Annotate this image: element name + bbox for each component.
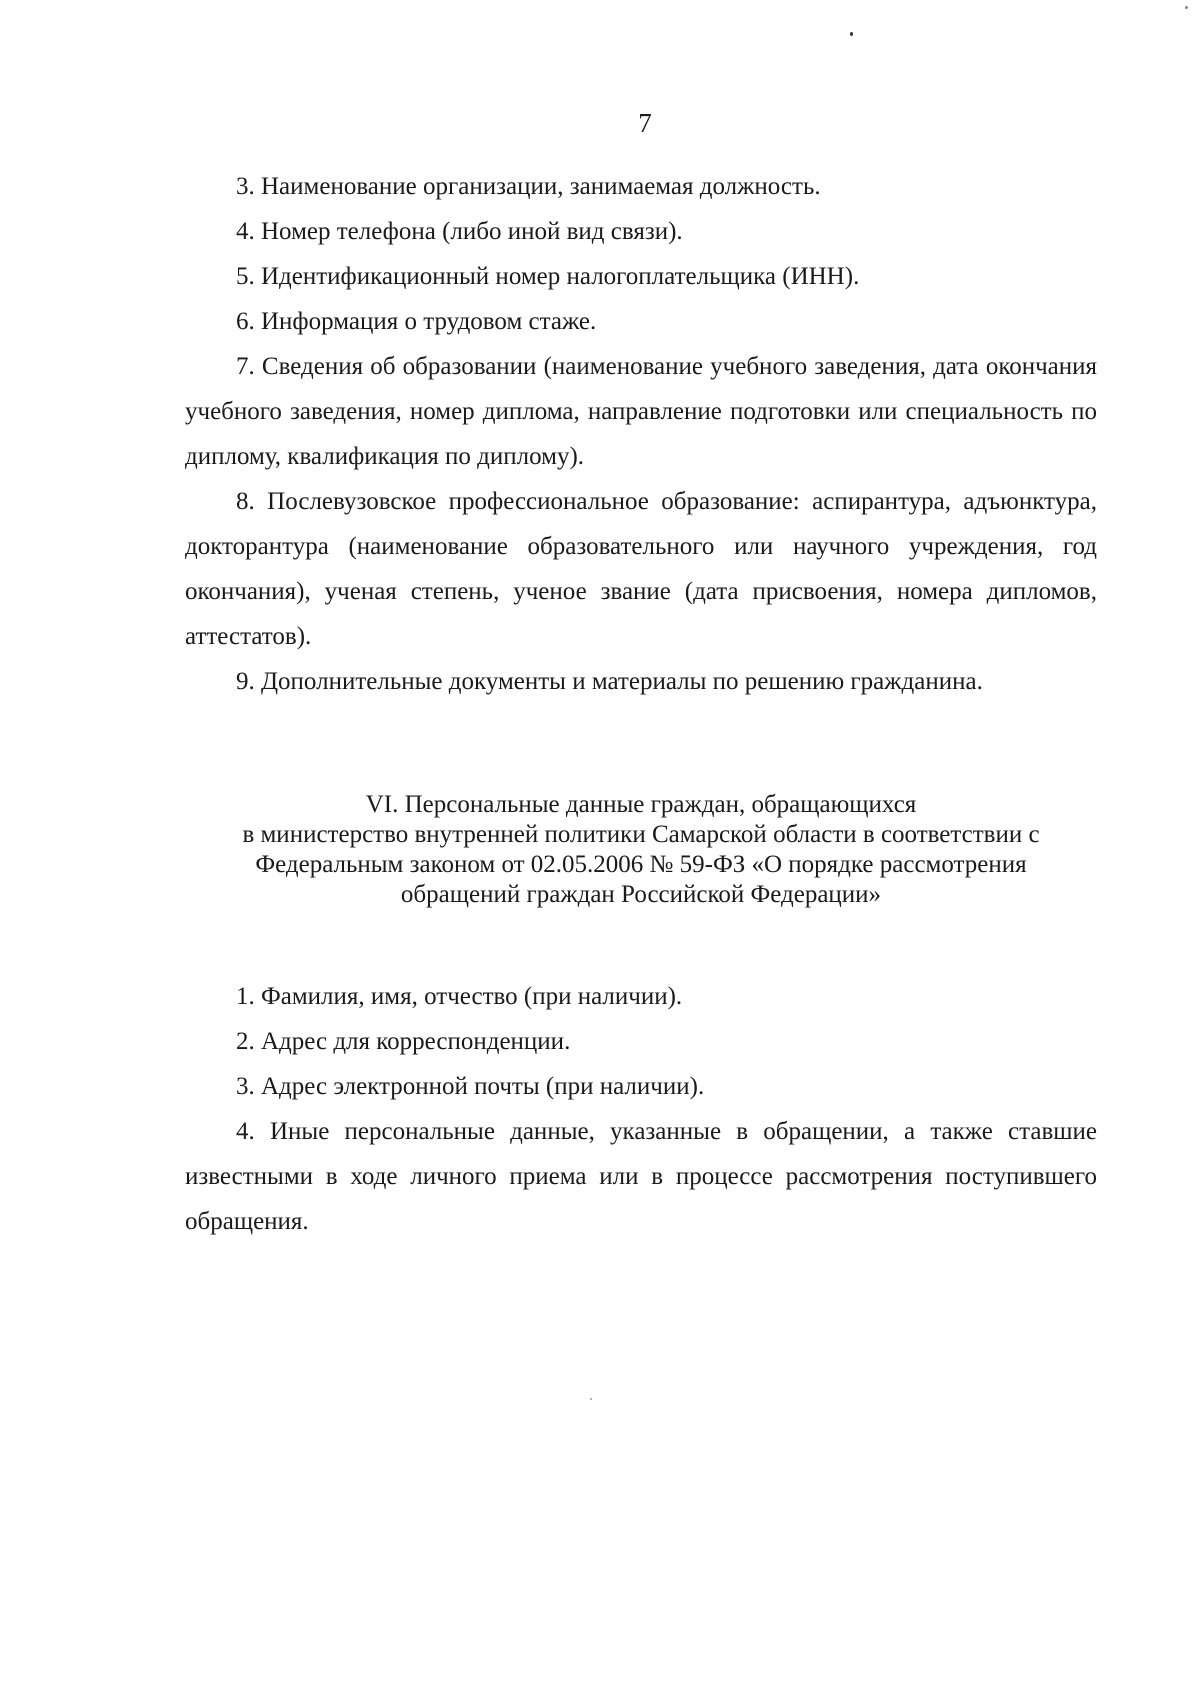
section-heading-line: VI. Персональные данные граждан, обращающихся <box>365 791 917 818</box>
list-item: 3. Наименование организации, занимаемая должность. <box>236 173 821 200</box>
section-heading-line: в министерство внутренней политики Самарской области в соответствии с <box>242 821 1040 848</box>
page-number: 7 <box>638 108 652 138</box>
list-item: 5. Идентификационный номер налогоплательщика (ИНН). <box>236 263 860 290</box>
list-item: 1. Фамилия, имя, отчество (при наличии). <box>236 983 683 1010</box>
section-heading-line: обращений граждан Российской Федерации» <box>400 881 882 908</box>
scan-speck <box>590 1398 592 1400</box>
scan-speck <box>1185 6 1188 9</box>
list-item: 4. Номер телефона (либо иной вид связи). <box>236 218 683 245</box>
list-item: 4. Иные персональные данные, указанные в обращении, а также ставшие известными в ходе личного приема или в процессе рассмотрения поступившего обращения. <box>185 1118 1097 1235</box>
list-item: 9. Дополнительные документы и материалы по решению гражданина. <box>236 668 983 695</box>
list-item: 3. Адрес электронной почты (при наличии). <box>236 1073 705 1100</box>
citizen-appeal-data-list <box>185 974 1097 1244</box>
personal-data-list-continued <box>185 164 1097 704</box>
section-heading <box>185 790 1097 910</box>
list-item: 6. Информация о трудовом стаже. <box>236 308 597 335</box>
list-item: 8. Послевузовское профессиональное образование: аспирантура, адъюнктура, докторантура (наименование образовательного или научного учреждения, год окончания), ученая степень, ученое звание (дата присвоения, номера дипломов, аттестатов). <box>185 488 1097 650</box>
section-heading-line: Федеральным законом от 02.05.2006 № 59-ФЗ «О порядке рассмотрения <box>255 851 1027 878</box>
scan-speck <box>850 32 853 36</box>
list-item: 7. Сведения об образовании (наименование учебного заведения, дата окончания учебного заведения, номер диплома, направление подготовки или специальность по диплому, квалификация по диплому). <box>185 353 1097 470</box>
list-item: 2. Адрес для корреспонденции. <box>236 1028 571 1055</box>
